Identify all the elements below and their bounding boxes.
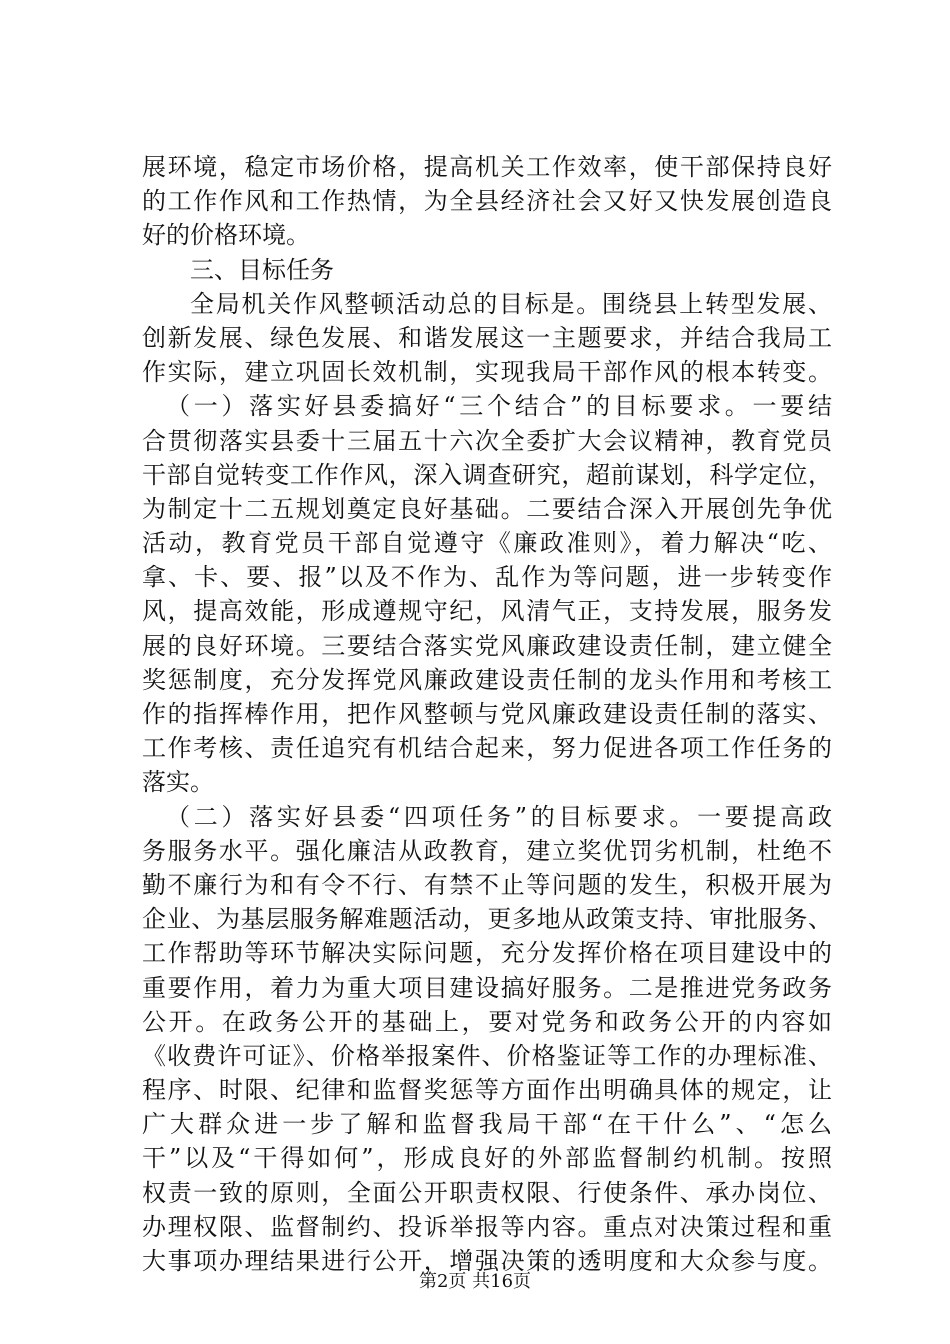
text-line: 程序、时限、纪律和监督奖惩等方面作出明确具体的规定，让 bbox=[142, 1076, 832, 1105]
text-line: 的工作作风和工作热情，为全县经济社会又好又快发展创造良 bbox=[142, 187, 832, 216]
text-line: 为制定十二五规划奠定良好基础。二要结合深入开展创先争优 bbox=[142, 494, 832, 523]
text-line: （一）落实好县委搞好“三个结合”的目标要求。一要结 bbox=[166, 392, 832, 421]
text-line: 展环境，稳定市场价格，提高机关工作效率，使干部保持良好 bbox=[142, 153, 832, 181]
text-line: 公开。在政务公开的基础上，要对党务和政务公开的内容如 bbox=[142, 1007, 832, 1036]
text-line: 全局机关作风整顿活动总的目标是。围绕县上转型发展、 bbox=[190, 289, 832, 318]
text-line: 活动，教育党员干部自觉遵守《廉政准则》，着力解决“吃、 bbox=[142, 529, 832, 558]
text-line: 工作帮助等环节解决实际问题，充分发挥价格在项目建设中的 bbox=[142, 939, 832, 968]
text-line: 务服务水平。强化廉洁从政教育，建立奖优罚劣机制，杜绝不 bbox=[142, 836, 832, 865]
text-line: 拿、卡、要、报”以及不作为、乱作为等问题，进一步转变作 bbox=[142, 563, 832, 592]
text-line: 作的指挥棒作用，把作风整顿与党风廉政建设责任制的落实、 bbox=[142, 700, 832, 728]
text-line: 创新发展、绿色发展、和谐发展这一主题要求，并结合我局工 bbox=[142, 323, 832, 352]
text-line: 干部自觉转变工作作风，深入调查研究，超前谋划，科学定位， bbox=[142, 460, 832, 489]
text-line: 风，提高效能，形成遵规守纪，风清气正，支持发展，服务发 bbox=[142, 597, 832, 626]
text-line: 《收费许可证》、价格举报案件、价格鉴证等工作的办理标准、 bbox=[142, 1041, 832, 1070]
text-line: 展的良好环境。三要结合落实党风廉政建设责任制，建立健全 bbox=[142, 631, 832, 660]
text-line: 权责一致的原则，全面公开职责权限、行使条件、承办岗位、 bbox=[142, 1178, 832, 1207]
text-line: 办理权限、监督制约、投诉举报等内容。重点对决策过程和重 bbox=[142, 1212, 832, 1241]
text-line: 干”以及“干得如何”，形成良好的外部监督制约机制。按照 bbox=[142, 1144, 832, 1173]
text-line: 好的价格环境。 bbox=[142, 221, 310, 250]
text-line: 合贯彻落实县委十三届五十六次全委扩大会议精神，教育党员 bbox=[142, 426, 832, 455]
text-line: 落实。 bbox=[142, 768, 214, 797]
text-line: 广大群众进一步了解和监督我局干部“在干什么”、“怎么 bbox=[142, 1110, 832, 1139]
page-footer: 第2页 共16页 bbox=[418, 1271, 532, 1292]
text-line: 重要作用，着力为重大项目建设搞好服务。二是推进党务政务 bbox=[142, 973, 832, 1002]
text-line: 奖惩制度，充分发挥党风廉政建设责任制的龙头作用和考核工 bbox=[142, 665, 832, 694]
text-line: 作实际，建立巩固长效机制，实现我局干部作风的根本转变。 bbox=[142, 358, 832, 387]
document-body bbox=[142, 150, 832, 1278]
text-line: （二）落实好县委“四项任务”的目标要求。一要提高政 bbox=[166, 802, 832, 831]
text-line: 大事项办理结果进行公开，增强决策的透明度和大众参与度。 bbox=[142, 1247, 832, 1275]
text-line: 三、目标任务 bbox=[190, 255, 334, 284]
text-line: 企业、为基层服务解难题活动，更多地从政策支持、审批服务、 bbox=[142, 905, 832, 934]
text-line: 勤不廉行为和有令不行、有禁不止等问题的发生，积极开展为 bbox=[142, 870, 832, 899]
text-line: 工作考核、责任追究有机结合起来，努力促进各项工作任务的 bbox=[142, 734, 832, 763]
